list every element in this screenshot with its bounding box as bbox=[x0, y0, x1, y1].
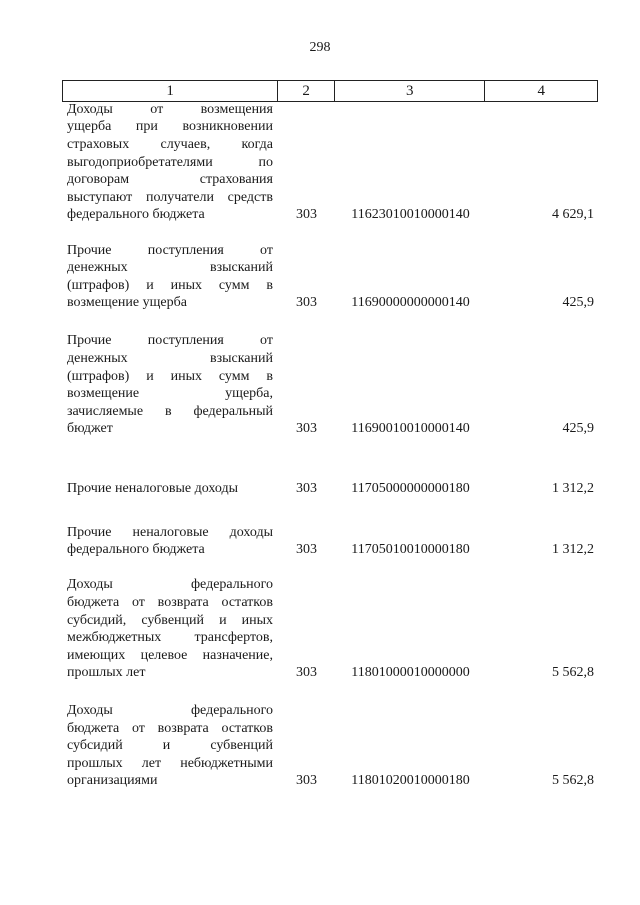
description-line: Доходы федерального bbox=[67, 703, 273, 719]
description-line: бюджет bbox=[67, 421, 113, 437]
description-line: выгодоприобретателями по bbox=[67, 154, 273, 170]
description-line: субсидий и субвенций bbox=[67, 738, 273, 754]
row-amount: 425,9 bbox=[562, 295, 594, 311]
row-code: 303 bbox=[296, 207, 317, 223]
description-line: выступают получатели средств bbox=[67, 189, 273, 205]
row-description bbox=[67, 332, 273, 438]
description-line: имеющих целевое назначение, bbox=[67, 647, 273, 663]
description-line: федерального бюджета bbox=[67, 207, 205, 223]
row-kbk: 11801000010000000 bbox=[351, 665, 470, 681]
description-line: возмещение ущерба bbox=[67, 295, 187, 311]
table-row bbox=[62, 700, 598, 790]
row-code: 303 bbox=[296, 542, 317, 558]
row-kbk: 11801020010000180 bbox=[351, 773, 470, 789]
row-kbk: 11705010010000180 bbox=[351, 542, 470, 558]
table-row bbox=[62, 240, 598, 312]
description-line: бюджета от возврата остатков bbox=[67, 595, 273, 611]
description-line: ущерба при возникновении bbox=[67, 119, 273, 135]
row-code: 303 bbox=[296, 481, 317, 497]
row-code: 303 bbox=[296, 421, 317, 437]
description-line: (штрафов) и иных сумм в bbox=[67, 368, 273, 384]
row-description bbox=[67, 524, 273, 559]
header-col-1: 1 bbox=[63, 81, 278, 101]
row-amount: 425,9 bbox=[562, 421, 594, 437]
row-description bbox=[67, 702, 273, 790]
description-line: страховых случаев, когда bbox=[67, 137, 273, 153]
row-amount: 5 562,8 bbox=[552, 665, 594, 681]
description-line: денежных взысканий bbox=[67, 351, 273, 367]
description-line: субсидий, субвенций и иных bbox=[67, 612, 273, 628]
row-amount: 5 562,8 bbox=[552, 773, 594, 789]
description-line: Прочие неналоговые доходы bbox=[67, 481, 239, 497]
header-col-4: 4 bbox=[537, 82, 545, 99]
row-kbk: 11690010010000140 bbox=[351, 421, 470, 437]
row-description bbox=[67, 242, 273, 312]
table-row bbox=[62, 331, 598, 438]
row-amount: 1 312,2 bbox=[552, 542, 594, 558]
description-line: зачисляемые в федеральный bbox=[67, 403, 273, 419]
description-line: денежных взысканий bbox=[67, 260, 273, 276]
description-line: межбюджетных трансфертов, bbox=[67, 630, 273, 646]
description-line: федерального бюджета bbox=[67, 542, 205, 558]
row-amount: 1 312,2 bbox=[552, 481, 594, 497]
row-amount: 4 629,1 bbox=[552, 207, 594, 223]
table-row bbox=[62, 521, 598, 559]
row-code: 303 bbox=[296, 773, 317, 789]
description-line: бюджета от возврата остатков bbox=[67, 720, 273, 736]
row-kbk: 11690000000000140 bbox=[351, 295, 470, 311]
description-line: Прочие поступления от bbox=[67, 242, 273, 258]
row-kbk: 11623010010000140 bbox=[351, 207, 470, 223]
description-line: возмещение ущерба, bbox=[67, 386, 273, 402]
row-description bbox=[67, 576, 273, 682]
description-line: (штрафов) и иных сумм в bbox=[67, 277, 273, 293]
row-kbk: 11705000000000180 bbox=[351, 481, 470, 497]
table-row bbox=[62, 575, 598, 682]
description-line: Доходы от возмещения bbox=[67, 101, 273, 117]
description-line: прошлых лет bbox=[67, 665, 146, 681]
row-description bbox=[67, 480, 273, 498]
table-row bbox=[62, 101, 598, 224]
row-code: 303 bbox=[296, 295, 317, 311]
row-description bbox=[67, 101, 273, 224]
header-col-3: 3 bbox=[335, 81, 485, 101]
page-number: 298 bbox=[309, 40, 331, 55]
description-line: Прочие неналоговые доходы bbox=[67, 524, 273, 540]
description-line: договорам страхования bbox=[67, 172, 273, 188]
description-line: прошлых лет небюджетными bbox=[67, 755, 273, 771]
description-line: Прочие поступления от bbox=[67, 333, 273, 349]
table-row bbox=[62, 478, 598, 498]
table-header bbox=[62, 80, 598, 102]
row-code: 303 bbox=[296, 665, 317, 681]
description-line: Доходы федерального bbox=[67, 577, 273, 593]
header-col-2: 2 bbox=[278, 81, 335, 101]
description-line: организациями bbox=[67, 773, 158, 789]
